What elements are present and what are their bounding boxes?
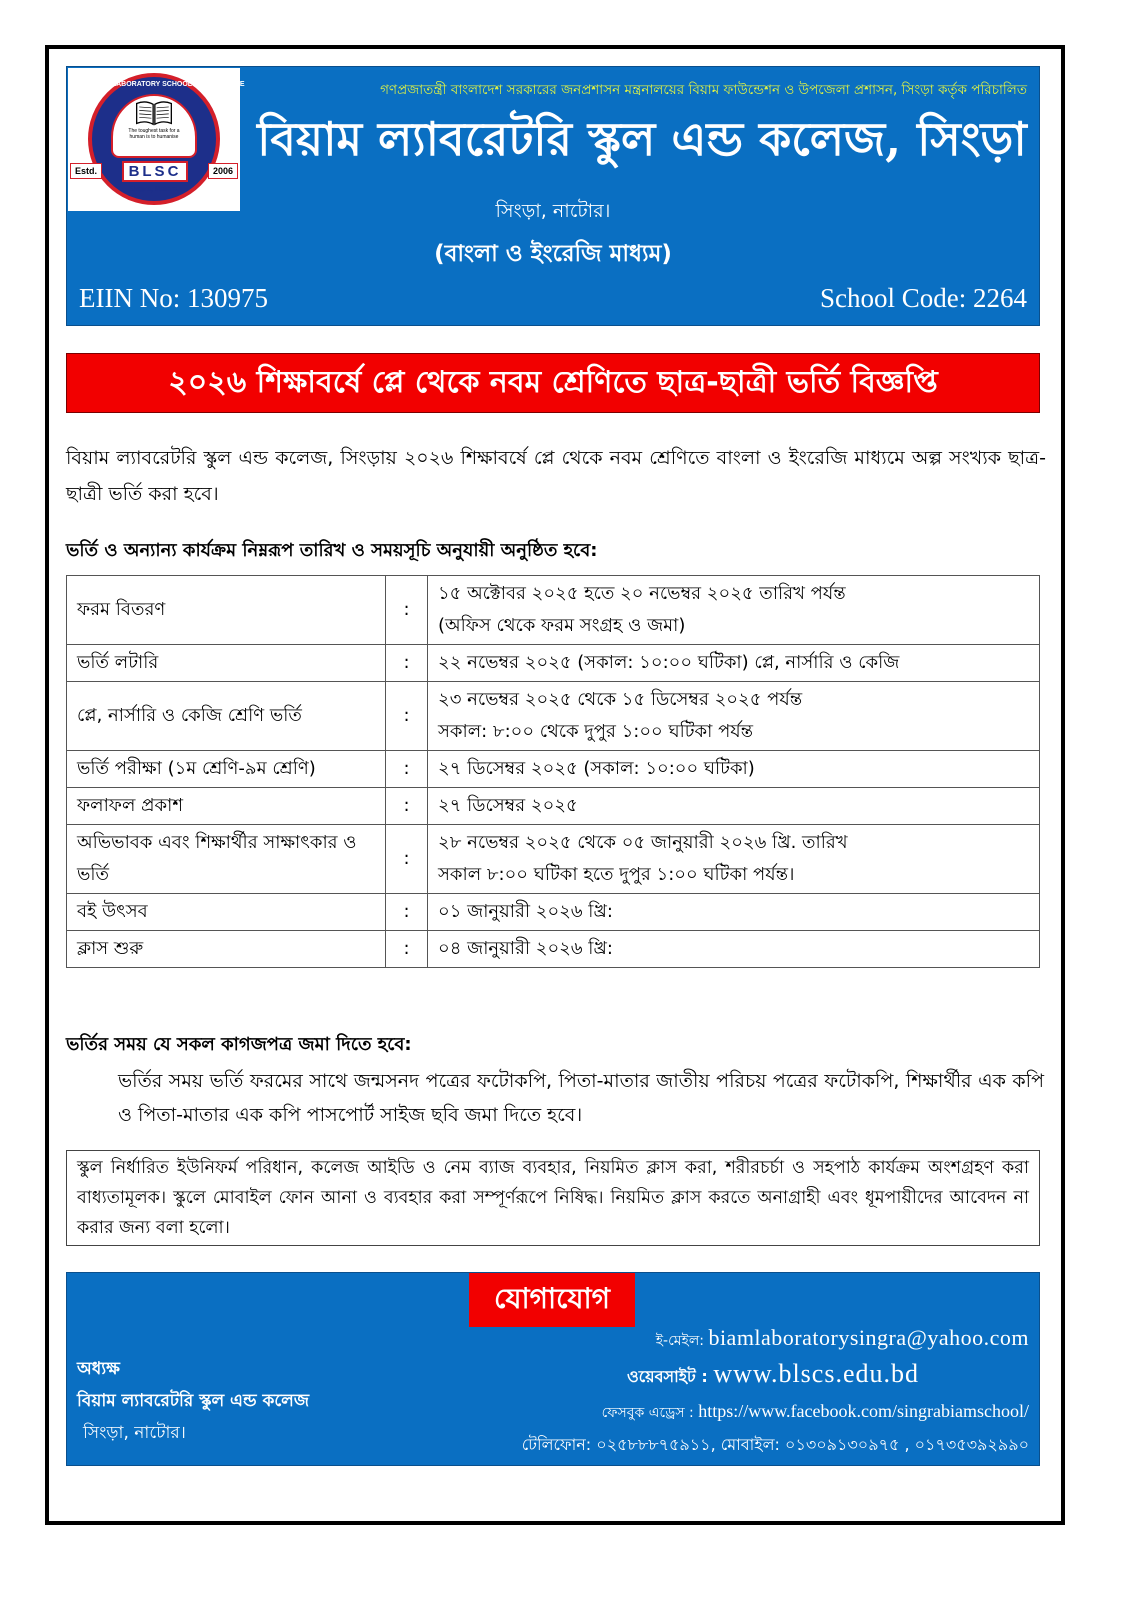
phone-number[interactable]: ০২৫৮৮৮৭৫৯১১ xyxy=(596,1435,711,1454)
schedule-activity: ভর্তি লটারি xyxy=(67,645,386,682)
mobile-number-2[interactable]: ০১৭৩৫৩৯২৯৯০ xyxy=(914,1435,1029,1454)
phone-label: টেলিফোন: xyxy=(521,1435,592,1454)
schedule-activity: ক্লাস শুরু xyxy=(67,931,386,968)
intro-paragraph: বিয়াম ল্যাবরেটরি স্কুল এন্ড কলেজ, সিংড়ায় ২০২৬ শিক্ষাবর্ষে প্লে থেকে নবম শ্রেণিতে বাংলা ও ইংরেজি মাধ্যমে অল্প সংখ্যক ছাত্র-ছাত্রী ভর্তি করা হবে। xyxy=(66,447,1046,505)
schedule-row xyxy=(67,645,1040,682)
school-medium: (বাংলা ও ইংরেজি মাধ্যম) xyxy=(434,241,672,267)
schedule-date-line: সকাল ৮:০০ ঘটিকা হতে দুপুর ১:০০ ঘটিকা পর্যন্ত। xyxy=(438,864,795,885)
facebook-line xyxy=(522,1395,1029,1429)
schedule-row xyxy=(67,751,1040,788)
schedule-separator: : xyxy=(386,894,428,931)
schedule-row xyxy=(67,894,1040,931)
mobile-label: মোবাইল: xyxy=(720,1435,780,1454)
eiin-number: EIIN No: 130975 xyxy=(79,283,268,313)
logo-ring-text: BIAM LABORATORY SCHOOL AND COLLEGE xyxy=(92,81,245,88)
schedule-date xyxy=(428,682,1040,751)
schedule-date xyxy=(428,645,1040,682)
school-name: বিয়াম ল্যাবরেটরি স্কুল এন্ড কলেজ, সিংড়া xyxy=(257,112,1027,166)
logo-place: Singra, Natore. xyxy=(129,186,179,193)
schedule-activity: প্লে, নার্সারি ও কেজি শ্রেণি ভর্তি xyxy=(67,682,386,751)
schedule-date-line: ০১ জানুয়ারী ২০২৬ খ্রি: xyxy=(438,901,613,922)
schedule-row xyxy=(67,682,1040,751)
logo-motto: The toughest task for a human is to humanise xyxy=(128,128,180,140)
open-book-icon xyxy=(134,100,174,126)
email-label: ই-মেইল: xyxy=(655,1333,704,1349)
schedule-date xyxy=(428,751,1040,788)
schedule-date-line: ২৩ নভেম্বর ২০২৫ থেকে ১৫ ডিসেম্বর ২০২৫ পর্যন্ত xyxy=(438,689,803,710)
school-code: School Code: 2264 xyxy=(820,283,1027,313)
schedule-separator: : xyxy=(386,645,428,682)
facebook-label: ফেসবুক এড্রেস : xyxy=(601,1405,694,1421)
schedule-activity: ফলাফল প্রকাশ xyxy=(67,788,386,825)
schedule-date xyxy=(428,931,1040,968)
email-link[interactable]: biamlaboratorysingra@yahoo.com xyxy=(708,1325,1029,1350)
schedule-date-line: (অফিস থেকে ফরম সংগ্রহ ও জমা) xyxy=(438,615,686,636)
schedule-separator: : xyxy=(386,825,428,894)
signatory xyxy=(77,1353,309,1449)
phone-line: টেলিফোন: ০২৫৮৮৮৭৫৯১১, মোবাইল: ০১৩০৯১৩০৯৭৫ , ০১৭৩৫৩৯২৯৯০ xyxy=(521,1435,1029,1454)
admission-notice-title: ২০২৬ শিক্ষাবর্ষে প্লে থেকে নবম শ্রেণিতে ছাত্র-ছাত্রী ভর্তি বিজ্ঞপ্তি xyxy=(66,353,1040,413)
schedule-date-line: ২৭ ডিসেম্বর ২০২৫ (সকাল: ১০:০০ ঘটিকা) xyxy=(438,758,755,779)
schedule-date xyxy=(428,788,1040,825)
schedule-date-line: ২২ নভেম্বর ২০২৫ (সকাল: ১০:০০ ঘটিকা) প্লে, নার্সারি ও কেজি xyxy=(438,652,900,673)
logo-abbr: BLSC xyxy=(122,161,189,182)
schedule-row xyxy=(67,576,1040,645)
schedule-separator: : xyxy=(386,788,428,825)
contact-title: যোগাযোগ xyxy=(469,1273,635,1327)
school-location: সিংড়া, নাটোর। xyxy=(495,200,611,222)
schedule-date-line: ০৪ জানুয়ারী ২০২৬ খ্রি: xyxy=(438,938,613,959)
schedule-row xyxy=(67,825,1040,894)
logo-year: 2006 xyxy=(208,163,238,179)
schedule-date xyxy=(428,825,1040,894)
schedule-date-line: ২৮ নভেম্বর ২০২৫ থেকে ০৫ জানুয়ারী ২০২৬ খ্রি. তারিখ xyxy=(438,832,848,853)
schedule-activity: অভিভাবক এবং শিক্ষার্থীর সাক্ষাৎকার ও ভর্তি xyxy=(67,825,386,894)
logo-estd: Estd. xyxy=(70,163,102,179)
schedule-date-line: ১৫ অক্টোবর ২০২৫ হতে ২০ নভেম্বর ২০২৫ তারিখ পর্যন্ত xyxy=(438,583,846,604)
schedule-separator: : xyxy=(386,576,428,645)
schedule-row xyxy=(67,931,1040,968)
schedule-separator: : xyxy=(386,751,428,788)
school-logo xyxy=(68,68,245,211)
schedule-date-line: সকাল: ৮:০০ থেকে দুপুর ১:০০ ঘটিকা পর্যন্ত xyxy=(438,721,754,742)
schedule-table xyxy=(66,575,1040,968)
school-header xyxy=(66,66,1040,326)
schedule-date-line: ২৭ ডিসেম্বর ২০২৫ xyxy=(438,795,578,816)
schedule-date xyxy=(428,894,1040,931)
schedule-activity: বই উৎসব xyxy=(67,894,386,931)
schedule-date xyxy=(428,576,1040,645)
website-link[interactable]: www.blscs.edu.bd xyxy=(713,1359,919,1388)
website-label: ওয়েবসাইট : xyxy=(626,1367,708,1386)
signatory-institution: বিয়াম ল্যাবরেটরি স্কুল এন্ড কলেজ xyxy=(77,1391,310,1411)
signatory-designation: অধ্যক্ষ xyxy=(77,1359,120,1379)
logo-ribbon xyxy=(68,160,240,182)
rules-notice: স্কুল নির্ধারিত ইউনিফর্ম পরিধান, কলেজ আইডি ও নেম ব্যাজ ব্যবহার, নিয়মিত ক্লাস করা, শরীরচর্চা ও সহপাঠ কার্যক্রম অংশগ্রহণ করা বাধ্যতামূলক। স্কুলে মোবাইল ফোন আনা ও ব্যবহার করা সম্পূর্ণরূপে নিষিদ্ধ। নিয়মিত ক্লাস করতে অনাগ্রাহী এবং ধূমপায়ীদের আবেদন না করার জন্য বলা হলো। xyxy=(66,1150,1040,1246)
schedule-separator: : xyxy=(386,931,428,968)
contact-section xyxy=(66,1272,1040,1466)
website-line xyxy=(522,1356,1029,1395)
header-subtitle: গণপ্রজাতন্ত্রী বাংলাদেশ সরকারের জনপ্রশাসন মন্ত্রনালয়ের বিয়াম ফাউন্ডেশন ও উপজেলা প্রশাসন, সিংড়া কর্তৃক পরিচালিত xyxy=(380,82,1027,98)
schedule-activity: ফরম বিতরণ xyxy=(67,576,386,645)
schedule-row xyxy=(67,788,1040,825)
schedule-separator: : xyxy=(386,682,428,751)
schedule-activity: ভর্তি পরীক্ষা (১ম শ্রেণি-৯ম শ্রেণি) xyxy=(67,751,386,788)
documents-heading: ভর্তির সময় যে সকল কাগজপত্র জমা দিতে হবে: xyxy=(66,1034,412,1055)
schedule-heading: ভর্তি ও অন্যান্য কার্যক্রম নিম্নরূপ তারিখ ও সময়সূচি অনুযায়ী অনুষ্ঠিত হবে: xyxy=(66,540,598,561)
signatory-location: সিংড়া, নাটোর। xyxy=(83,1423,186,1443)
email-line xyxy=(522,1323,1029,1356)
facebook-link[interactable]: https://www.facebook.com/singrabiamschool/ xyxy=(698,1401,1029,1421)
mobile-number-1[interactable]: ০১৩০৯১৩০৯৭৫ xyxy=(785,1435,900,1454)
documents-body: ভর্তির সময় ভর্তি ফরমের সাথে জন্মসনদ পত্রের ফটোকপি, পিতা-মাতার জাতীয় পরিচয় পত্রের ফটোকপি, শিক্ষার্থীর এক কপি ও পিতা-মাতার এক কপি পাসপোর্ট সাইজ ছবি জমা দিতে হবে। xyxy=(118,1070,1044,1126)
contact-details xyxy=(522,1323,1029,1461)
